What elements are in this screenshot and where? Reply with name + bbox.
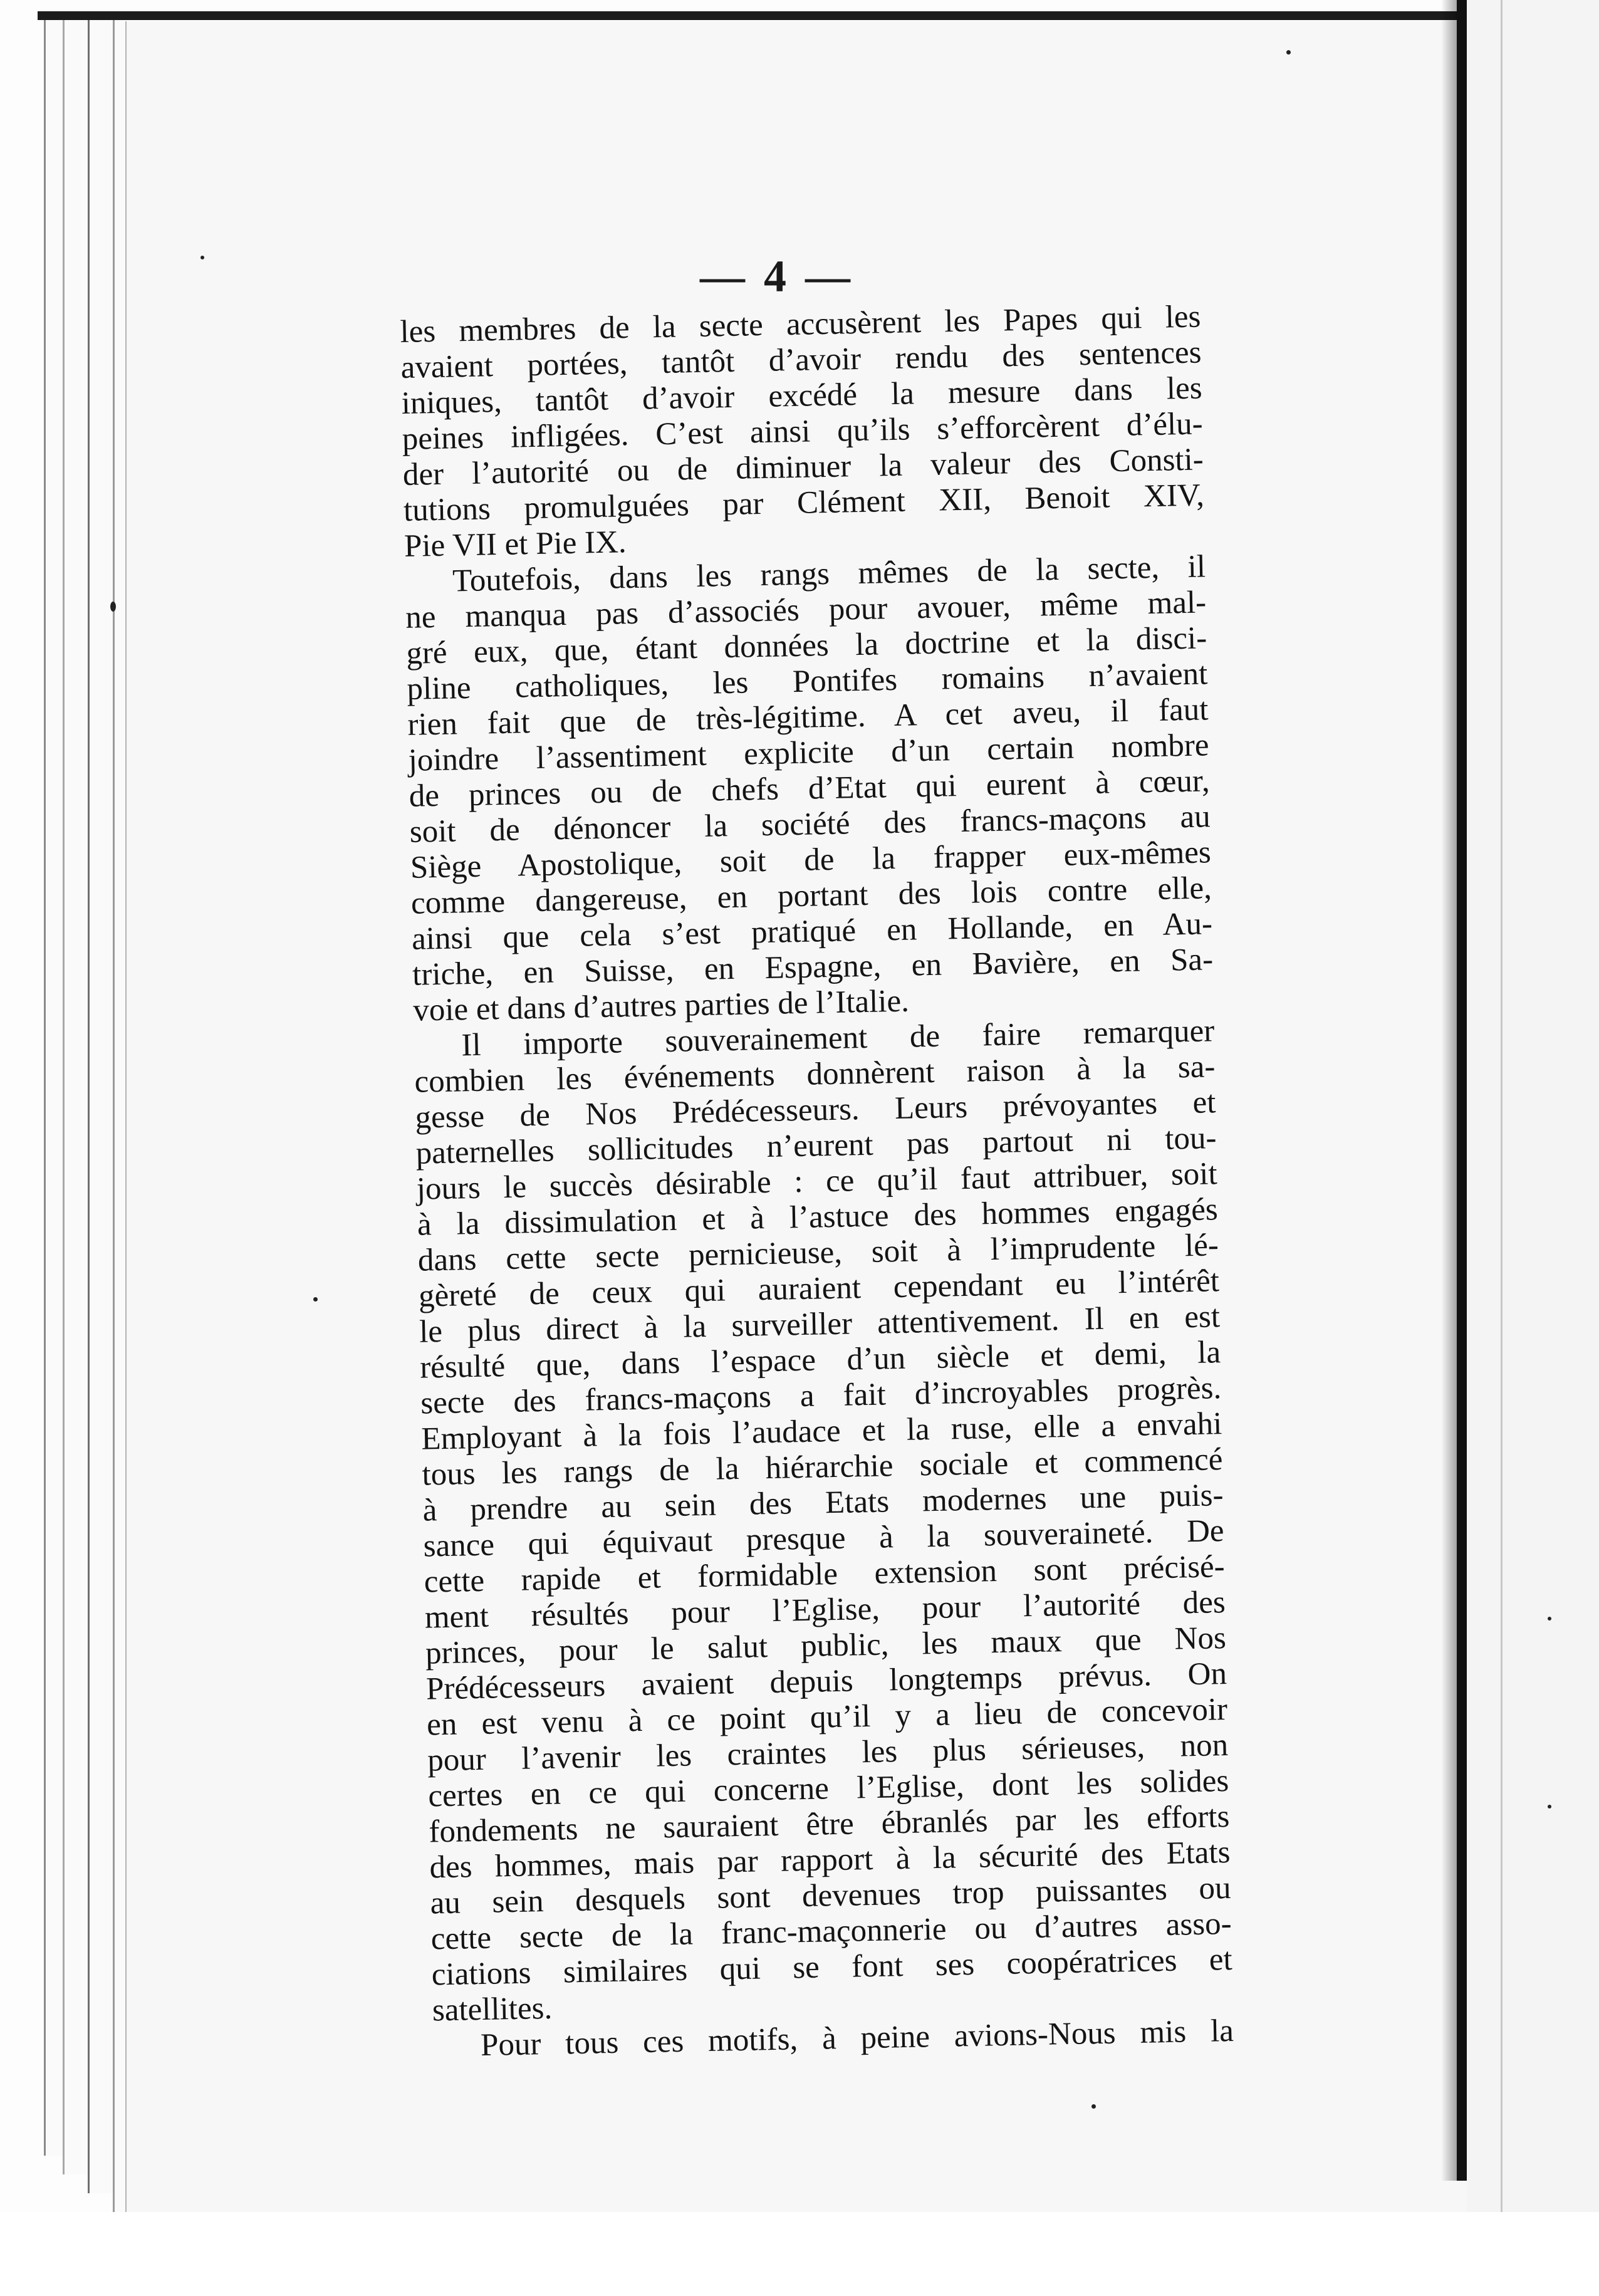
text-line: pour l’avenir les craintes les plus sérieuses, non (427, 1728, 1229, 1778)
binding-shadow (1441, 0, 1457, 2181)
scan-speck (201, 256, 204, 259)
text-line: ment résultés pour l’Eglise, pour l’autorité des (424, 1585, 1226, 1636)
text-line: Pour tous ces motifs, à peine avions-Nous mis la (480, 2013, 1234, 2064)
scan-speck (1091, 2104, 1096, 2109)
text-line: Prédécesseurs avaient depuis longtemps prévus. On (425, 1656, 1227, 1707)
adjacent-page-edge (1501, 0, 1503, 2296)
text-line: le plus direct à la surveiller attentivement. Il en est (419, 1299, 1221, 1350)
text-line: ciations similaires qui se font ses coopératrices et (431, 1941, 1233, 1993)
text-line: sance qui équivaut presque à la souveraineté. De (423, 1513, 1225, 1564)
text-line: rien fait que de très-légitime. A cet aveu, il faut (407, 692, 1209, 743)
text-line: voie et dans d’autres parties de l’Italie. (412, 983, 910, 1028)
body-text-column (400, 299, 1234, 2064)
text-line: certes en ce qui concerne l’Eglise, dont les solides (427, 1763, 1229, 1814)
text-line: avaient portées, tantôt d’avoir rendu des sentences (400, 335, 1202, 385)
text-line: combien les événements donnèrent raison à la sa- (414, 1049, 1216, 1100)
text-line: soit de dénoncer la société des francs-maçons au (409, 799, 1211, 850)
text-line: jours le succès désirable : ce qu’il faut attribuer, soit (416, 1156, 1218, 1207)
scan-speck (313, 1297, 318, 1302)
text-line: en est venu à ce point qu’il y a lieu de concevoir (426, 1692, 1228, 1743)
text-line: résulté que, dans l’espace d’un siècle et demi, la (419, 1335, 1221, 1385)
scan-speck (110, 602, 116, 612)
scan-speck (1548, 1805, 1551, 1808)
text-line: cette rapide et formidable extension sont précisé- (424, 1549, 1226, 1600)
text-line: les membres de la secte accusèrent les Papes qui les (400, 299, 1201, 350)
text-line: iniques, tantôt d’avoir excédé la mesure dans les (401, 370, 1203, 421)
text-line: au sein desquels sont devenues trop puissantes ou (430, 1871, 1231, 1921)
top-border-line (38, 11, 1460, 20)
page-number: — 4 — (700, 251, 854, 301)
text-line: tutions promulguées par Clément XII, Benoit XIV, (403, 477, 1205, 528)
text-line: Employant à la fois l’audace et la ruse, elle a envahi (420, 1406, 1222, 1457)
text-line: joindre l’assentiment explicite d’un certain nombre (408, 728, 1209, 778)
text-line: des hommes, mais par rapport à la sécurité des Etats (429, 1835, 1231, 1886)
text-line: Toutefois, dans les rangs mêmes de la secte, il (452, 549, 1206, 599)
text-line: Siège Apostolique, soit de la frapper eux-mêmes (410, 835, 1212, 885)
text-line: princes, pour le salut public, les maux que Nos (425, 1620, 1227, 1671)
text-line: cette secte de la franc-maçonnerie ou d’autres asso- (430, 1906, 1232, 1957)
text-line: peines infligées. C’est ainsi qu’ils s’efforcèrent d’élu- (402, 406, 1204, 457)
text-line: triche, en Suisse, en Espagne, en Bavière, en Sa- (412, 942, 1214, 993)
text-line: Pie VII et Pie IX. (404, 524, 627, 564)
text-line: pline catholiques, les Pontifes romains n’avaient (406, 656, 1208, 707)
text-line: gré eux, que, étant données la doctrine et la disci- (405, 620, 1207, 671)
text-line: Il importe souverainement de faire remarquer (461, 1013, 1215, 1063)
scan-bottom-margin (0, 2212, 1599, 2296)
scan-speck (1286, 50, 1291, 55)
text-line: à la dissimulation et à l’astuce des hommes engagés (417, 1192, 1219, 1243)
text-line: paternelles sollicitudes n’eurent pas partout ni tou- (415, 1120, 1217, 1171)
scan-speck (1548, 1617, 1551, 1620)
text-line: ne manqua pas d’associés pour avouer, même mal- (405, 585, 1207, 635)
text-line: der l’autorité ou de diminuer la valeur des Consti- (402, 442, 1204, 493)
text-line: dans cette secte pernicieuse, soit à l’imprudente lé- (417, 1228, 1219, 1278)
text-line: satellites. (432, 1990, 553, 2028)
text-line: gèreté de ceux qui auraient cependant eu l’intérêt (418, 1263, 1220, 1314)
text-line: tous les rangs de la hiérarchie sociale et commencé (422, 1442, 1223, 1493)
text-line: secte des francs-maçons a fait d’incroyables progrès. (420, 1370, 1222, 1421)
text-line: de princes ou de chefs d’Etat qui eurent à cœur, (409, 763, 1211, 814)
text-line: ainsi que cela s’est pratiqué en Hollande, en Au- (411, 906, 1213, 957)
text-line: fondements ne sauraient être ébranlés par les efforts (428, 1799, 1230, 1850)
book-binding-line (1457, 0, 1467, 2181)
text-line: comme dangereuse, en portant des lois contre elle, (410, 870, 1212, 921)
text-line: gesse de Nos Prédécesseurs. Leurs prévoyantes et (415, 1085, 1216, 1135)
text-line: à prendre au sein des Etats modernes une puis- (422, 1478, 1224, 1528)
adjacent-page (1467, 0, 1599, 2296)
